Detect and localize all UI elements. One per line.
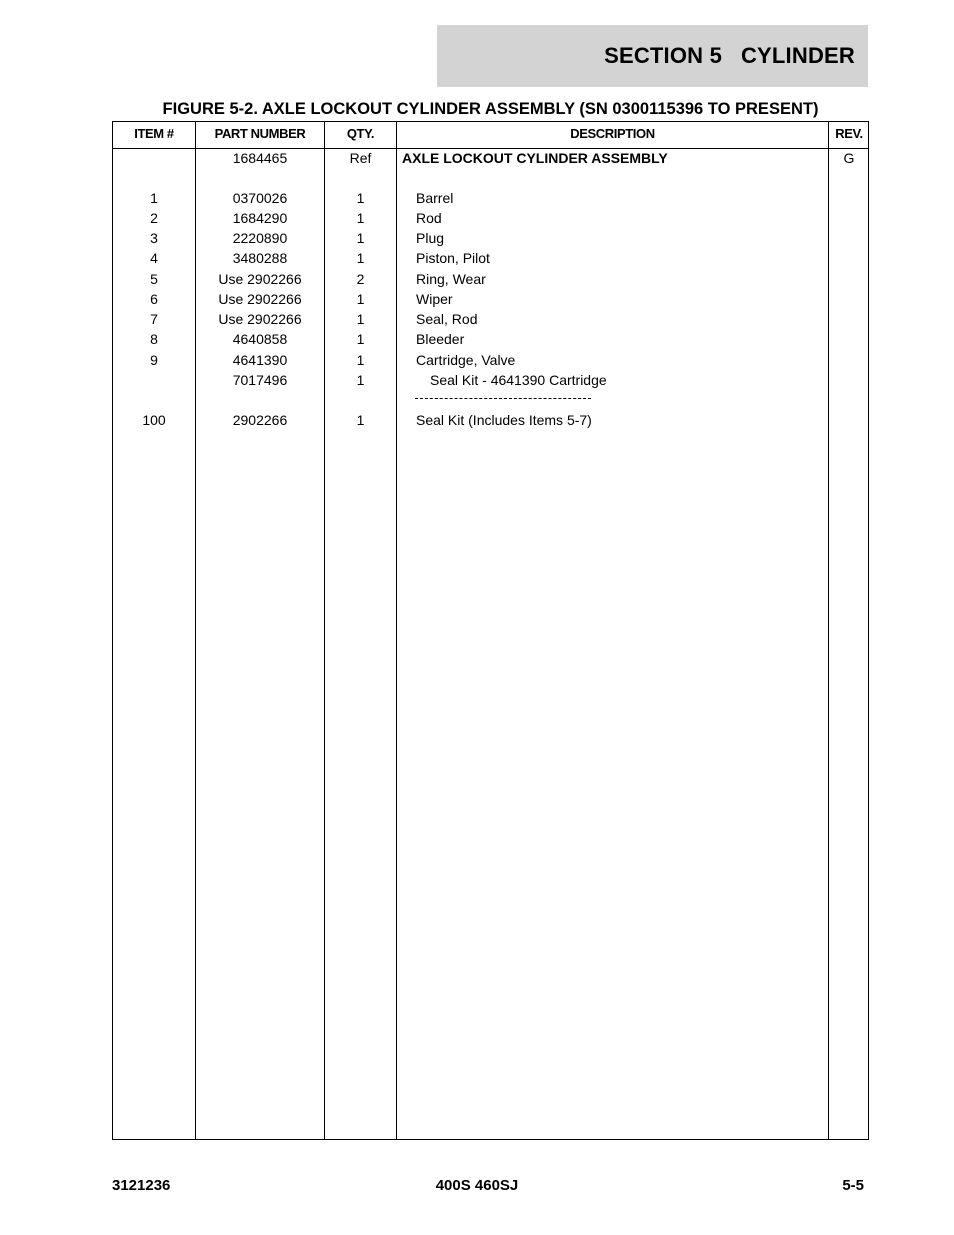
item-number: 8 — [150, 331, 158, 347]
table-row — [113, 289, 868, 309]
quantity: 1 — [356, 352, 365, 368]
table-row — [113, 309, 868, 329]
quantity: 1 — [356, 250, 365, 266]
quantity: 1 — [356, 331, 365, 347]
header-description: DESCRIPTION — [570, 126, 655, 141]
separator-row — [113, 390, 868, 410]
description: Wiper — [416, 291, 453, 307]
section-title: SECTION 5 CYLINDER — [604, 43, 855, 68]
part-number: 7017496 — [232, 372, 288, 388]
item-number: 5 — [150, 271, 158, 287]
table-row — [113, 410, 868, 430]
dash-separator — [415, 398, 591, 399]
item-number: 9 — [150, 352, 158, 368]
description: Bleeder — [416, 331, 465, 347]
footer-model: 400S 460SJ — [435, 1177, 519, 1194]
item-number: 4 — [150, 250, 158, 266]
footer-doc-number: 3121236 — [112, 1177, 171, 1194]
part-number: Use 2902266 — [218, 291, 302, 307]
header-item: ITEM # — [134, 126, 174, 141]
part-number: 4640858 — [232, 331, 288, 347]
part-number: 1684290 — [232, 210, 288, 226]
item-number: 1 — [150, 190, 158, 206]
item-number: 7 — [150, 311, 158, 327]
revision: G — [843, 150, 855, 166]
part-number: 4641390 — [232, 352, 288, 368]
part-number: 2902266 — [232, 412, 288, 428]
item-number: 2 — [150, 210, 158, 226]
item-number: 100 — [142, 412, 166, 428]
description: Cartridge, Valve — [416, 352, 516, 368]
table-row — [113, 188, 868, 208]
table-row — [113, 350, 868, 370]
description: Barrel — [416, 190, 454, 206]
item-number — [113, 148, 195, 168]
table-row — [113, 269, 868, 289]
description: Seal Kit - 4641390 Cartridge — [430, 372, 607, 388]
figure-title: FIGURE 5-2. AXLE LOCKOUT CYLINDER ASSEMBLY (SN 0300115396 TO PRESENT) — [162, 100, 819, 118]
description: Piston, Pilot — [416, 250, 490, 266]
table-row — [113, 228, 868, 248]
item-number: 3 — [150, 230, 158, 246]
quantity: 1 — [356, 190, 365, 206]
quantity: Ref — [349, 150, 372, 166]
quantity: 1 — [356, 291, 365, 307]
table-row — [113, 248, 868, 268]
table-row — [113, 329, 868, 349]
section-header-bar — [437, 25, 868, 87]
header-qty: QTY. — [346, 126, 375, 141]
item-number: 6 — [150, 291, 158, 307]
table-row — [113, 370, 868, 390]
quantity: 2 — [356, 271, 365, 287]
part-number: Use 2902266 — [218, 311, 302, 327]
quantity: 1 — [356, 210, 365, 226]
part-number: 3480288 — [232, 250, 288, 266]
quantity: 1 — [356, 311, 365, 327]
description: AXLE LOCKOUT CYLINDER ASSEMBLY — [402, 150, 668, 166]
part-number: 1684465 — [232, 150, 288, 166]
description: Seal Kit (Includes Items 5-7) — [416, 412, 592, 428]
quantity: 1 — [356, 412, 365, 428]
parts-table — [112, 121, 869, 1140]
footer-page-number: 5-5 — [842, 1177, 864, 1194]
part-number: 2220890 — [232, 230, 288, 246]
description: Rod — [416, 210, 442, 226]
quantity: 1 — [356, 372, 365, 388]
description: Ring, Wear — [416, 271, 486, 287]
header-part-number: PART NUMBER — [214, 126, 306, 141]
part-number: 0370026 — [232, 190, 288, 206]
part-number: Use 2902266 — [218, 271, 302, 287]
header-rev: REV. — [835, 126, 863, 141]
quantity: 1 — [356, 230, 365, 246]
table-row — [113, 208, 868, 228]
table-row — [113, 148, 868, 168]
description: Plug — [416, 230, 445, 246]
description: Seal, Rod — [416, 311, 478, 327]
